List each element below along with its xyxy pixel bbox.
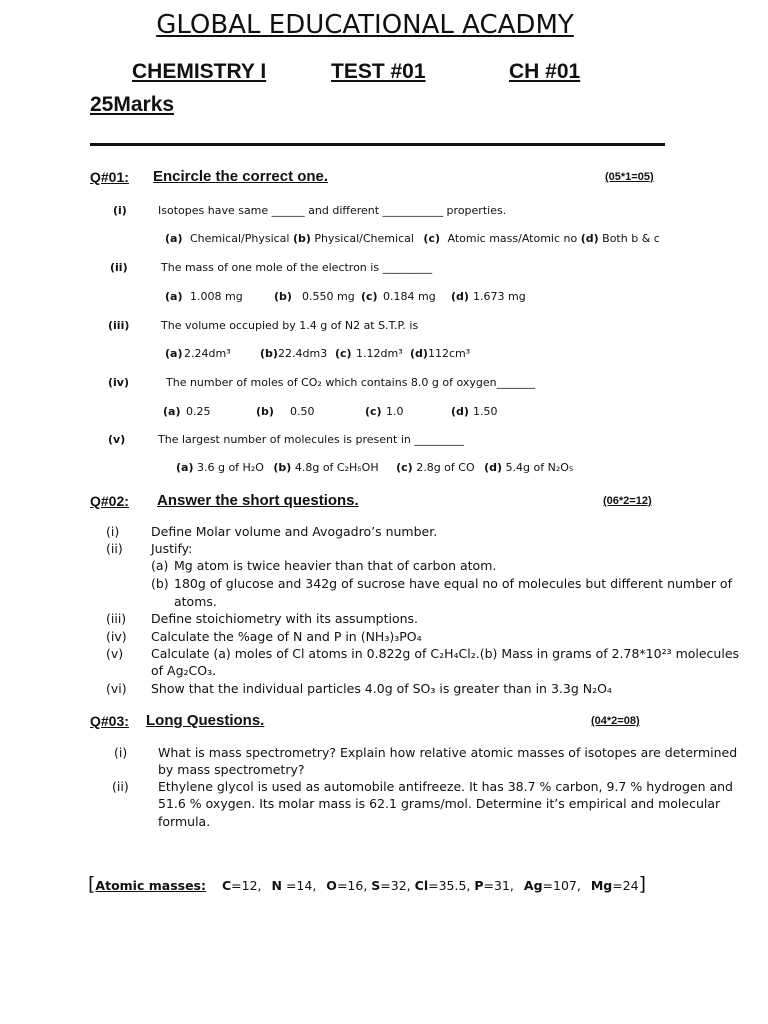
option-letter: (a) [165, 290, 183, 303]
question-number: (b) [151, 576, 169, 591]
chapter-heading: CH #01 [509, 60, 581, 83]
question-text: Mg atom is twice heavier than that of carbon atom. [174, 558, 497, 573]
mcq-number: (iii) [108, 319, 130, 332]
element-symbol: S [371, 878, 381, 893]
option-text: Atomic mass/Atomic no [447, 232, 578, 245]
q3-label: Q#03: [90, 713, 129, 729]
element-symbol: C [221, 878, 232, 893]
question-text: Define stoichiometry with its assumptions. [151, 611, 419, 626]
element-mass: =24 [612, 878, 639, 893]
question-text: Ethylene glycol is used as automobile antifreeze. It has 38.7 % carbon, 9.7 % hydrogen and [158, 779, 733, 794]
question-text: Show that the individual particles 4.0g of SO₃ is greater than in 3.3g N₂O₄ [151, 681, 612, 696]
option-text: 1.673 mg [473, 290, 526, 303]
option-letter: (a) [165, 232, 183, 245]
question-text: 51.6 % oxygen. Its molar mass is 62.1 grams/mol. Determine it’s empirical and molecular [158, 796, 721, 811]
option-text: Both b & c [602, 232, 660, 245]
q2-label: Q#02: [90, 493, 129, 509]
option-text: 2.24dm³ [184, 347, 231, 360]
option-letter: (d) [410, 347, 428, 360]
question-number: (iii) [106, 611, 127, 626]
element-symbol: N [271, 878, 282, 893]
school-title: GLOBAL EDUCATIONAL ACADMY [156, 10, 574, 40]
q1-marks: (05*1=05) [605, 171, 654, 183]
open-bracket: [ [88, 873, 96, 895]
question-text: Define Molar volume and Avogadro’s number. [151, 524, 438, 539]
mcq-text: The mass of one mole of the electron is _________ [161, 261, 433, 274]
option-text: 1.0 [386, 405, 404, 418]
q2-marks: (06*2=12) [603, 495, 652, 507]
element-mass: =12, [231, 878, 262, 893]
question-text: What is mass spectrometry? Explain how relative atomic masses of isotopes are determined [158, 745, 738, 760]
question-number: (iv) [106, 629, 127, 644]
close-bracket: ] [638, 873, 647, 895]
header-divider [90, 143, 665, 146]
q3-marks: (04*2=08) [591, 715, 640, 727]
question-number: (v) [106, 646, 124, 661]
subject-heading: CHEMISTRY I [132, 60, 267, 83]
atomic-masses-label: Atomic masses: [95, 878, 206, 893]
element-symbol: Cl [414, 878, 429, 893]
mcq-number: (v) [108, 433, 126, 446]
element-symbol: O [326, 878, 337, 893]
option-letter: (b) [273, 461, 292, 474]
test-heading: TEST #01 [331, 60, 426, 83]
question-number: (ii) [106, 541, 123, 556]
option-text: 2.8g of CO [416, 461, 475, 474]
question-text: Justify: [151, 541, 193, 556]
question-number: (vi) [106, 681, 127, 696]
element-mass: =16, [336, 878, 368, 893]
question-text: Calculate the %age of N and P in (NH₃)₃PO₄ [151, 629, 422, 644]
option-letter: (b) [274, 290, 292, 303]
question-text: by mass spectrometry? [158, 762, 305, 777]
option-text: 3.6 g of H₂O [196, 461, 264, 474]
element-symbol: P [474, 878, 484, 893]
option-text: Chemical/Physical [189, 232, 290, 245]
mcq-number: (iv) [108, 376, 129, 389]
q1-title: Encircle the correct one. [153, 168, 329, 185]
q3-title: Long Questions. [146, 712, 265, 729]
option-letter: (b) [256, 405, 274, 418]
question-text: atoms. [174, 594, 217, 609]
question-number: (i) [114, 745, 128, 760]
option-letter: (c) [365, 405, 382, 418]
element-mass: =31, [483, 878, 514, 893]
option-text: 1.008 mg [190, 290, 243, 303]
q1-label: Q#01: [90, 169, 129, 185]
question-text: Calculate (a) moles of Cl atoms in 0.822g of C₂H₄Cl₂.(b) Mass in grams of 2.78*10²³ molecules [151, 646, 740, 661]
option-text: 4.8g of C₂H₅OH [294, 461, 379, 474]
mcq-number: (ii) [110, 261, 128, 274]
mcq-options [176, 461, 573, 474]
total-marks: 25Marks [90, 93, 175, 116]
mcq-text: The number of moles of CO₂ which contains 8.0 g of oxygen_______ [166, 376, 536, 389]
element-mass: =32, [380, 878, 411, 893]
option-text: 1.50 [473, 405, 498, 418]
option-text: 22.4dm3 [278, 347, 328, 360]
element-mass: =14, [281, 878, 317, 893]
option-text: 0.25 [186, 405, 211, 418]
element-mass: =107, [542, 878, 581, 893]
option-letter: (c) [335, 347, 352, 360]
question-text: 180g of glucose and 342g of sucrose have equal no of molecules but different number of [174, 576, 732, 591]
question-number: (a) [151, 558, 169, 573]
question-text: of Ag₂CO₃. [151, 663, 217, 678]
option-letter: (c) [423, 232, 440, 245]
option-text: Physical/Chemical [314, 232, 414, 245]
option-letter: (c) [396, 461, 413, 474]
option-text: 5.4g of N₂O₅ [505, 461, 574, 474]
option-letter: (d) [580, 232, 599, 245]
option-letter: (a) [163, 405, 181, 418]
q2-title: Answer the short questions. [157, 492, 359, 509]
option-letter: (b) [292, 232, 311, 245]
element-mass: =35.5, [428, 878, 471, 893]
option-text: 0.550 mg [302, 290, 355, 303]
mcq-text: The largest number of molecules is present in _________ [158, 433, 464, 446]
element-symbol: Ag [523, 878, 543, 893]
mcq-number: (i) [113, 204, 127, 217]
option-letter: (a) [165, 347, 183, 360]
option-letter: (d) [451, 290, 469, 303]
option-letter: (d) [484, 461, 503, 474]
option-text: 1.12dm³ [356, 347, 403, 360]
option-letter: (c) [361, 290, 378, 303]
option-letter: (a) [176, 461, 194, 474]
option-letter: (d) [451, 405, 469, 418]
mcq-text: The volume occupied by 1.4 g of N2 at S.T.P. is [161, 319, 419, 332]
option-letter: (b) [260, 347, 278, 360]
question-text: formula. [158, 814, 211, 829]
option-text: 0.184 mg [383, 290, 436, 303]
question-number: (ii) [112, 779, 129, 794]
option-text: 0.50 [290, 405, 315, 418]
mcq-text: Isotopes have same ______ and different ___________ properties. [158, 204, 507, 217]
element-symbol: Mg [590, 878, 613, 893]
atomic-masses-footer [88, 873, 646, 895]
question-number: (i) [106, 524, 120, 539]
mcq-options [165, 232, 660, 245]
option-text: 112cm³ [428, 347, 471, 360]
